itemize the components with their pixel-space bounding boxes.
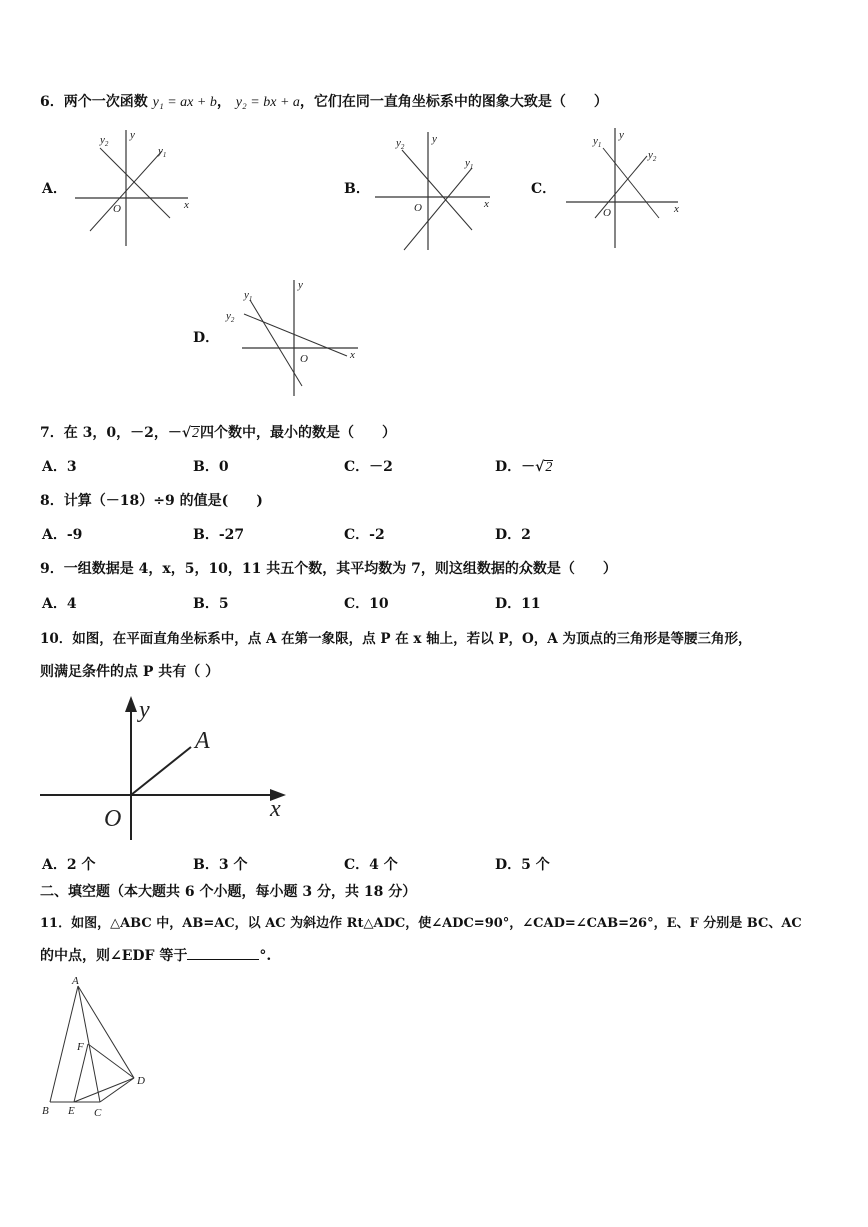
- svg-text:y: y: [298, 279, 303, 291]
- svg-text:E: E: [68, 1105, 75, 1117]
- svg-text:C: C: [94, 1107, 102, 1119]
- svg-text:F: F: [77, 1041, 84, 1053]
- svg-text:y: y: [130, 129, 135, 141]
- question-6-stem: 6．两个一次函数 y₁ = ax + b， y₂ = bx + a，它们在同一直角坐标系中的图象大致是（ ）: [40, 94, 608, 110]
- q6-option-d-label[interactable]: D．: [193, 330, 220, 346]
- svg-text:A: A: [72, 975, 79, 987]
- svg-text:y2: $y_2$: [648, 149, 657, 163]
- q9-option-a[interactable]: A．4: [42, 596, 77, 612]
- svg-text:D: D: [137, 1075, 145, 1087]
- svg-text:y: y: [619, 129, 624, 141]
- q10-coordinate-figure: [38, 690, 298, 842]
- svg-text:x: x: [270, 796, 281, 822]
- q6-graph-b[interactable]: [372, 130, 502, 254]
- q10-option-d[interactable]: D．5 个: [495, 857, 550, 873]
- answer-blank[interactable]: [187, 947, 259, 960]
- q9-option-c[interactable]: C．10: [344, 596, 389, 612]
- svg-text:O: O: [414, 202, 422, 214]
- svg-text:A: A: [195, 728, 210, 754]
- q7-option-c[interactable]: C．－2: [344, 459, 393, 475]
- q6-graph-a[interactable]: [70, 126, 200, 250]
- svg-text:y: y: [432, 133, 437, 145]
- function-y2: y₂ = bx + a: [235, 95, 300, 110]
- q6-option-b-label[interactable]: B．: [344, 181, 370, 197]
- question-11-line2: 的中点，则∠EDF 等于 °.: [40, 948, 272, 964]
- section-2-title: 二、填空题（本大题共 6 个小题，每小题 3 分，共 18 分）: [40, 884, 417, 900]
- q7-option-d[interactable]: D．－√2: [495, 459, 553, 475]
- svg-text:O: O: [113, 203, 121, 215]
- q8-option-d[interactable]: D．2: [495, 527, 531, 543]
- svg-text:y2: $y_2$: [226, 310, 235, 324]
- q8-option-a[interactable]: A．-9: [42, 527, 83, 543]
- svg-text:B: B: [42, 1105, 49, 1117]
- svg-text:y2: $y_2$: [100, 134, 109, 148]
- svg-text:x: x: [184, 199, 189, 211]
- question-11-line1: 11．如图，△ABC 中，AB=AC，以 AC 为斜边作 Rt△ADC，使∠ADC=90°，∠CAD=∠CAB=26°，E、F 分别是 BC、AC: [40, 916, 802, 931]
- q8-option-b[interactable]: B．-27: [193, 527, 245, 543]
- svg-text:x: x: [674, 203, 679, 215]
- question-10-line2: 则满足条件的点 P 共有（ ）: [40, 664, 220, 680]
- question-6-number: 6．: [40, 94, 64, 110]
- svg-text:O: O: [603, 207, 611, 219]
- q10-option-c[interactable]: C．4 个: [344, 857, 398, 873]
- svg-text:O: O: [300, 353, 308, 365]
- q7-option-a[interactable]: A．3: [42, 459, 77, 475]
- svg-text:y1: $y_1$: [465, 157, 474, 171]
- question-9-stem: 9．一组数据是 4，x，5，10，11 共五个数，其平均数为 7，则这组数据的众数是（ ）: [40, 561, 617, 577]
- q9-option-d[interactable]: D．11: [495, 596, 541, 612]
- svg-text:y1: $y_1$: [593, 135, 602, 149]
- svg-text:O: O: [104, 806, 122, 832]
- q7-option-b[interactable]: B．0: [193, 459, 229, 475]
- svg-text:x: x: [350, 349, 355, 361]
- q6-graph-d[interactable]: [222, 276, 362, 400]
- q9-option-b[interactable]: B．5: [193, 596, 229, 612]
- svg-text:y1: $y_1$: [244, 289, 253, 303]
- function-y1: y₁ = ax + b: [152, 95, 217, 110]
- question-8-stem: 8．计算（－18）÷9 的值是( ): [40, 493, 263, 509]
- q6-option-a-label[interactable]: A．: [42, 181, 67, 197]
- svg-text:x: x: [484, 198, 489, 210]
- q8-option-c[interactable]: C．-2: [344, 527, 385, 543]
- question-7-stem: 7．在 3，0，－2，－√2四个数中，最小的数是（ ）: [40, 425, 397, 441]
- q10-option-a[interactable]: A．2 个: [42, 857, 96, 873]
- q11-triangle-figure: [36, 974, 156, 1124]
- q6-graph-c[interactable]: [563, 126, 683, 250]
- q6-option-c-label[interactable]: C．: [531, 181, 557, 197]
- svg-text:y2: $y_2$: [396, 137, 405, 151]
- svg-text:y: y: [139, 697, 150, 723]
- svg-text:y1: $y_1$: [158, 145, 167, 159]
- q10-option-b[interactable]: B．3 个: [193, 857, 248, 873]
- question-10-line1: 10．如图，在平面直角坐标系中，点 A 在第一象限，点 P 在 x 轴上，若以 P，O，A 为顶点的三角形是等腰三角形，: [40, 631, 752, 647]
